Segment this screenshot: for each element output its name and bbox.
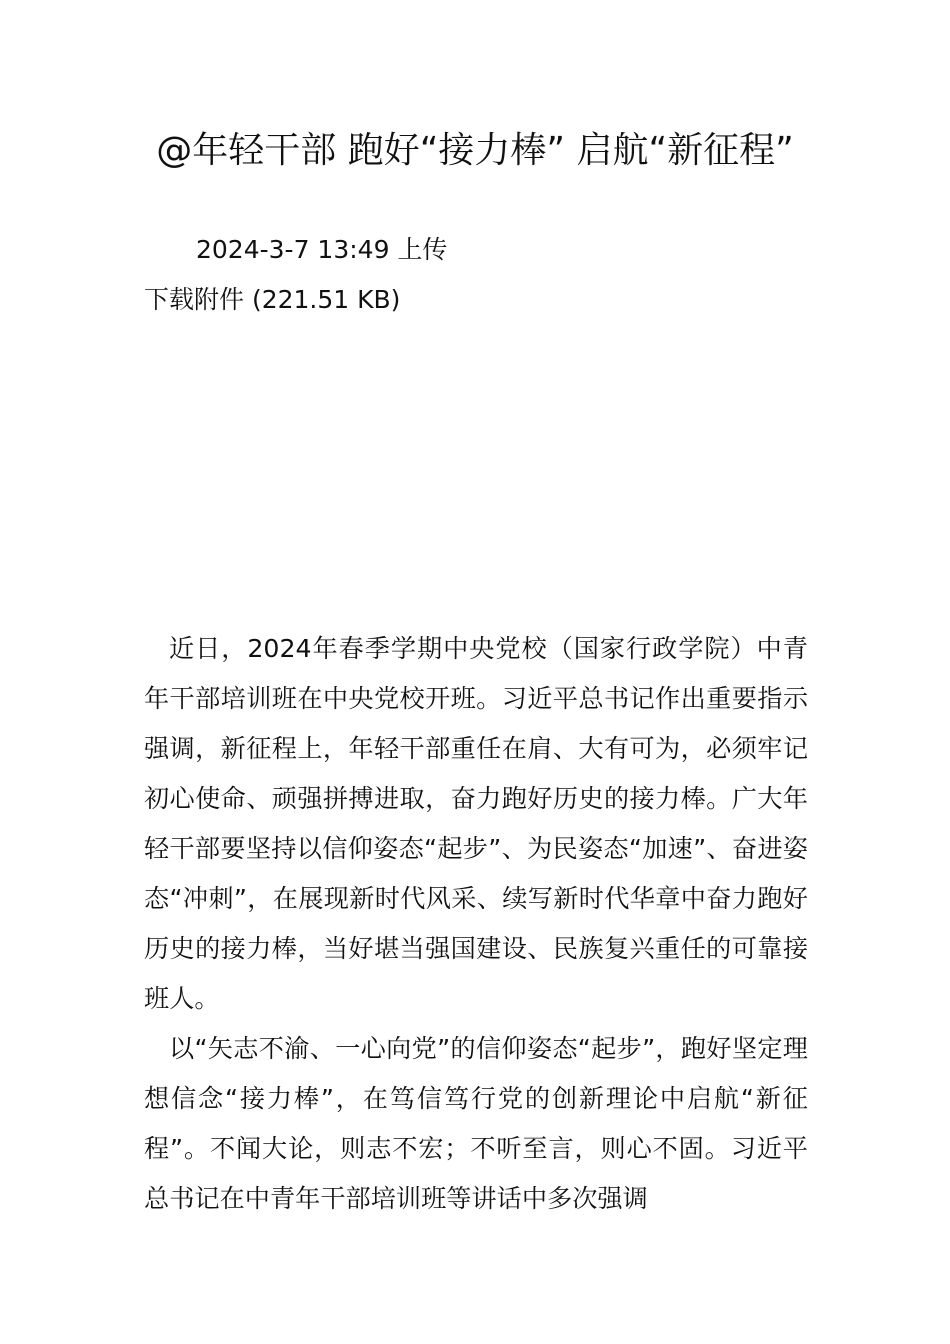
- upload-info: 2024-3-7 13:49 上传: [196, 235, 448, 264]
- document-title: @年轻干部 跑好“接力棒” 启航“新征程”: [156, 130, 794, 171]
- paragraph: 以“矢志不渝、一心向党”的信仰姿态“起步”，跑好坚定理想信念“接力棒”，在笃信笃行党的创新理论中启航“新征程”。不闻大论，则志不宏；不听至言，则心不固。习近平总书记在中青年干部培训班等讲话中多次强调: [144, 1034, 808, 1213]
- article-body: [144, 624, 808, 1224]
- paragraph: 近日，2024年春季学期中央党校（国家行政学院）中青年干部培训班在中央党校开班。习近平总书记作出重要指示强调，新征程上，年轻干部重任在肩、大有可为，必须牢记初心使命、顽强拼搏进取，奋力跑好历史的接力棒。广大年轻干部要坚持以信仰姿态“起步”、为民姿态“加速”、奋进姿态“冲刺”，在展现新时代风采、续写新时代华章中奋力跑好历史的接力棒，当好堪当强国建设、民族复兴重任的可靠接班人。: [144, 634, 808, 1013]
- download-attachment-link[interactable]: 下载附件 (221.51 KB): [144, 285, 401, 314]
